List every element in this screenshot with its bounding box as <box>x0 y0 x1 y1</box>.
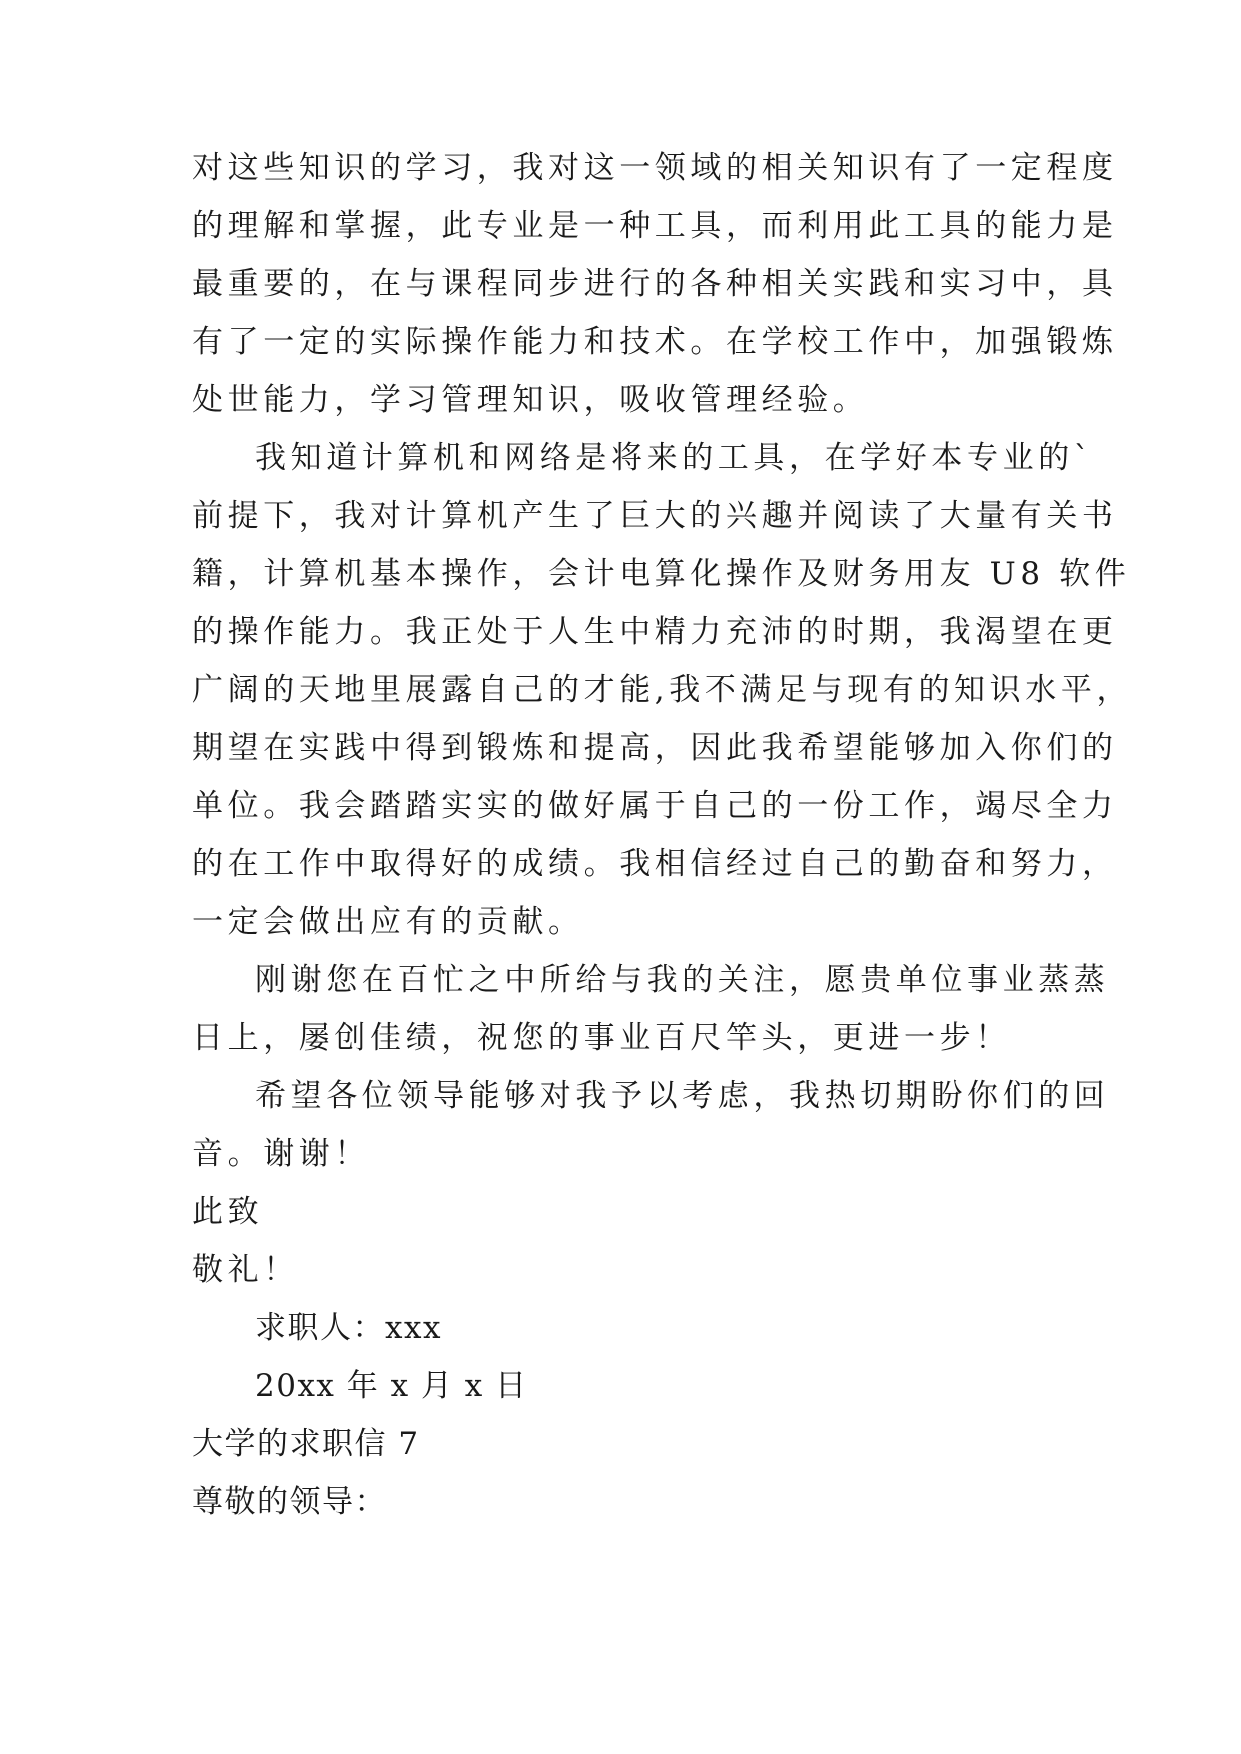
greeting-line: 尊敬的领导： <box>192 1484 387 1520</box>
body-line: 籍，计算机基本操作，会计电算化操作及财务用友 U8 软件 <box>192 556 1131 592</box>
body-line: 单位。我会踏踏实实的做好属于自己的一份工作，竭尽全力 <box>192 788 1118 824</box>
applicant-signature: 求职人：xxx <box>255 1310 442 1346</box>
body-line: 广阔的天地里展露自己的才能,我不满足与现有的知识水平， <box>192 672 1133 708</box>
body-line: 的理解和掌握，此专业是一种工具，而利用此工具的能力是 <box>192 208 1118 244</box>
body-line: 处世能力，学习管理知识，吸收管理经验。 <box>192 382 869 418</box>
paragraph-start-line: 我知道计算机和网络是将来的工具，在学好本专业的` <box>255 440 1094 476</box>
paragraph-start-line: 希望各位领导能够对我予以考虑，我热切期盼你们的回 <box>255 1078 1110 1114</box>
body-line: 音。谢谢！ <box>192 1136 370 1172</box>
body-line: 的操作能力。我正处于人生中精力充沛的时期，我渴望在更 <box>192 614 1118 650</box>
body-line: 对这些知识的学习，我对这一领域的相关知识有了一定程度 <box>192 150 1118 186</box>
closing-regards: 敬礼！ <box>192 1252 299 1288</box>
closing-salutation: 此致 <box>192 1194 264 1230</box>
body-line: 一定会做出应有的贡献。 <box>192 904 584 940</box>
body-line: 最重要的，在与课程同步进行的各种相关实践和实习中，具 <box>192 266 1118 302</box>
body-line: 有了一定的实际操作能力和技术。在学校工作中，加强锻炼 <box>192 324 1118 360</box>
body-line: 期望在实践中得到锻炼和提高，因此我希望能够加入你们的 <box>192 730 1118 766</box>
letter-date: 20xx 年 x 月 x 日 <box>255 1368 528 1404</box>
body-line: 日上，屡创佳绩，祝您的事业百尺竿头，更进一步！ <box>192 1020 1011 1056</box>
body-line: 的在工作中取得好的成绩。我相信经过自己的勤奋和努力， <box>192 846 1118 882</box>
section-heading: 大学的求职信 7 <box>192 1426 420 1462</box>
body-line: 前提下，我对计算机产生了巨大的兴趣并阅读了大量有关书 <box>192 498 1118 534</box>
paragraph-start-line: 刚谢您在百忙之中所给与我的关注，愿贵单位事业蒸蒸 <box>255 962 1110 998</box>
